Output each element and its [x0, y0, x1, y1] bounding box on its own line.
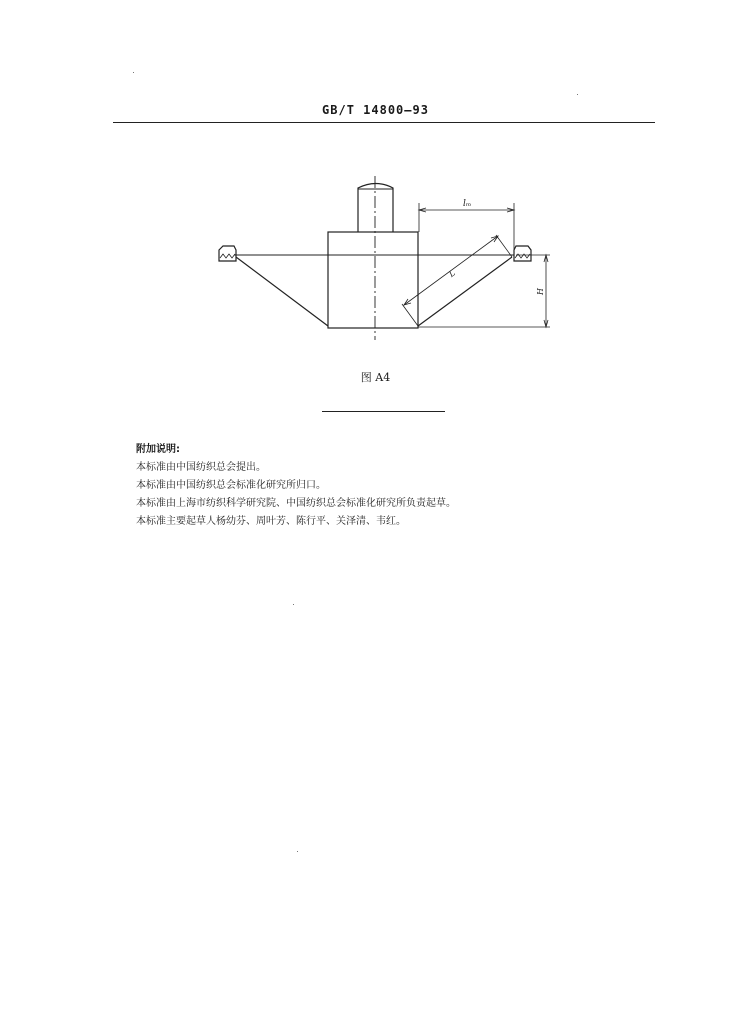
scan-speck: [133, 72, 134, 73]
fabric-left-slope: [236, 257, 328, 326]
h-arrow-bottom: [544, 320, 548, 327]
l-arrow-top: [491, 236, 498, 242]
additional-notes: [136, 441, 656, 531]
l-arrow-bottom: [404, 299, 411, 305]
scan-speck: [577, 94, 578, 95]
plunger-rod: [358, 184, 393, 233]
notes-title: 附加说明:: [136, 444, 180, 455]
label-h: H: [536, 288, 545, 295]
left-clamp: [219, 246, 236, 261]
h-arrow-top: [544, 255, 548, 262]
scan-speck: [297, 851, 298, 852]
lm-arrow-left: [419, 208, 426, 212]
notes-line-drafting-units: 本标准由上海市纺织科学研究院、中国纺织总会标准化研究所负责起草。: [136, 498, 456, 509]
l-ext-bottom: [402, 304, 418, 326]
standard-number-header: GB/T 14800—93: [322, 103, 429, 117]
notes-line-administrator: 本标准由中国纺织总会标准化研究所归口。: [136, 480, 326, 491]
l-dimension-line: [404, 236, 498, 305]
l-ext-top: [496, 235, 512, 257]
lm-arrow-right: [507, 208, 514, 212]
section-end-rule: [322, 411, 445, 412]
notes-line-proposer: 本标准由中国纺织总会提出。: [136, 462, 266, 473]
right-clamp: [514, 246, 531, 261]
plunger-body: [328, 232, 418, 328]
label-l: L: [447, 268, 457, 279]
fabric-right-slope: [418, 257, 512, 326]
notes-line-drafters: 本标准主要起草人杨幼芬、周叶芳、陈行平、关泽清、韦红。: [136, 516, 406, 527]
label-lm: lₘ: [463, 199, 472, 209]
header-divider: [113, 122, 655, 123]
figure-caption: 图 A4: [360, 371, 391, 384]
scan-speck: [293, 604, 294, 605]
